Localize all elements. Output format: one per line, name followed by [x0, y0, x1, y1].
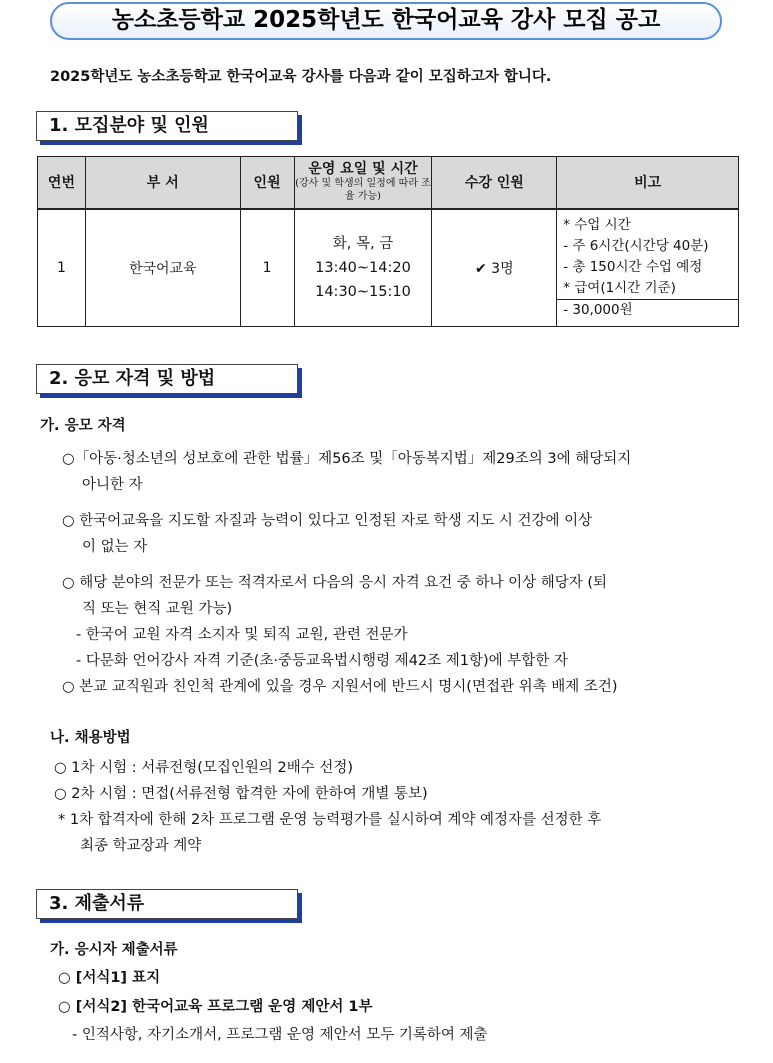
note-line: - 주 6시간(시간당 40분) [563, 237, 709, 254]
intro-text: 2025학년도 농소초등학교 한국어교육 강사를 다음과 같이 모집하고자 합니다. [50, 69, 552, 85]
note-line: - 총 150시간 수업 예정 [563, 258, 703, 275]
schedule-time-1: 13:40~14:20 [315, 259, 411, 276]
section1-heading: 1. 모집분야 및 인원 [36, 111, 298, 141]
qualification-subitem: - 한국어 교원 자격 소지자 및 퇴직 교원, 관련 전문가 [76, 627, 408, 643]
qualification-item: ○ 한국어교육을 지도할 자질과 능력이 있다고 인정된 자로 학생 지도 시 건강에 이상 [62, 513, 593, 529]
method-item: ○ 1차 시험 : 서류전형(모집인원의 2배수 선정) [54, 760, 354, 776]
document-subitem: - 인적사항, 자기소개서, 프로그램 운영 제안서 모두 기록하여 제출 [72, 1027, 488, 1043]
method-item: 최종 학교장과 계약 [80, 838, 202, 854]
qualification-subitem: - 다문화 언어강사 자격 기준(초·중등교육법시행령 제42조 제1항)에 부합한 자 [76, 653, 568, 669]
header-schedule-main: 운영 요일 및 시간 [308, 161, 418, 178]
header-dept: 부 서 [85, 157, 240, 209]
header-schedule [294, 157, 432, 209]
schedule-days: 화, 목, 금 [332, 235, 394, 252]
section2-heading: 2. 응모 자격 및 방법 [36, 364, 298, 394]
qualification-item: ○ 본교 교직원과 친인척 관계에 있을 경우 지원서에 반드시 명시(면접관 위촉 배제 조건) [62, 679, 618, 695]
document-item: ○ [서식2] 한국어교육 프로그램 운영 제안서 1부 [58, 999, 373, 1015]
recruit-table [37, 156, 739, 327]
header-schedule-sub: (강사 및 학생의 일정에 따라 조율 가능) [295, 178, 431, 203]
method-title: 나. 채용방법 [50, 730, 131, 746]
documents-title: 가. 응시자 제출서류 [50, 942, 178, 958]
cell-no: 1 [38, 209, 86, 327]
page-title: 농소초등학교 2025학년도 한국어교육 강사 모집 공고 [50, 2, 722, 40]
qualification-item: 직 또는 현직 교원 가능) [82, 601, 233, 617]
note-line: * 급여(1시간 기준) [563, 279, 676, 296]
cell-count: 1 [240, 209, 294, 327]
table-row [38, 209, 739, 327]
header-students: 수강 인원 [432, 157, 557, 209]
cell-note [557, 209, 739, 327]
header-count: 인원 [240, 157, 294, 209]
note-line: * 수업 시간 [563, 216, 631, 233]
header-note: 비고 [557, 157, 739, 209]
qualification-item: 이 없는 자 [82, 539, 148, 555]
note-line: - 30,000원 [557, 299, 738, 321]
header-no: 연번 [38, 157, 86, 209]
method-item: ○ 2차 시험 : 면접(서류전형 합격한 자에 한하여 개별 통보) [54, 786, 428, 802]
document-item: ○ [서식1] 표지 [58, 970, 161, 986]
table-header-row [38, 157, 739, 209]
cell-students: ✔ 3명 [432, 209, 557, 327]
qualification-title: 가. 응모 자격 [40, 418, 126, 434]
qualification-item: ○ 해당 분야의 전문가 또는 적격자로서 다음의 응시 자격 요건 중 하나 이상 해당자 (퇴 [62, 575, 608, 591]
cell-dept: 한국어교육 [85, 209, 240, 327]
section3-heading: 3. 제출서류 [36, 889, 298, 919]
schedule-time-2: 14:30~15:10 [315, 283, 411, 300]
cell-schedule [294, 209, 432, 327]
qualification-item: 아니한 자 [82, 477, 143, 493]
method-item: * 1차 합격자에 한해 2차 프로그램 운영 능력평가를 실시하여 계약 예정자를 선정한 후 [58, 812, 602, 828]
qualification-item: ○「아동·청소년의 성보호에 관한 법률」제56조 및「아동복지법」제29조의 3에 해당되지 [62, 451, 632, 467]
